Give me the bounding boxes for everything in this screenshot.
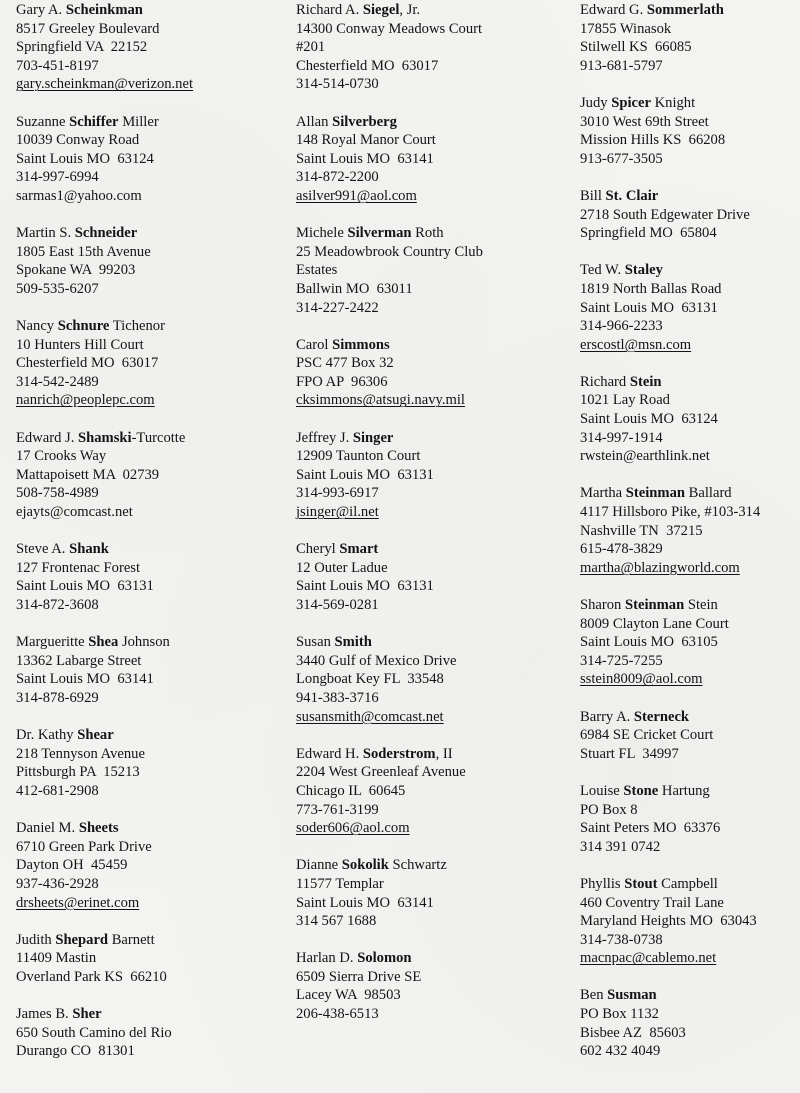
directory-entry (16, 429, 281, 522)
entry-name (580, 782, 795, 801)
directory-entry (580, 187, 795, 243)
entry-detail-line: 10039 Conway Road (16, 132, 140, 149)
entry-detail-line: Dayton OH 45459 (16, 857, 128, 874)
name-first: Edward G. (580, 2, 647, 18)
entry-detail-line: 11577 Templar (296, 875, 384, 892)
directory-entry (16, 931, 281, 987)
entry-detail-line: Saint Louis MO 63131 (580, 299, 718, 316)
entry-detail-line: Saint Peters MO 63376 (580, 820, 721, 837)
name-first: Harlan D. (296, 950, 358, 967)
entry-detail-line: 14300 Conway Meadows Court (296, 20, 483, 37)
name-suffix: -Turcotte (131, 429, 186, 446)
entry-detail-line: 8009 Clayton Lane Court (580, 615, 729, 632)
entry-name (16, 429, 281, 448)
entry-detail-line: Saint Louis MO 63131 (296, 578, 434, 595)
entry-detail-line: 913-677-3505 (580, 150, 663, 167)
entry-detail-line: 937-436-2928 (16, 875, 99, 892)
name-first: Susan (296, 634, 335, 651)
entry-detail-line: 6509 Sierra Drive SE (296, 968, 422, 985)
name-suffix: Barnett (108, 931, 155, 948)
entry-detail-line: Nashville TN 37215 (580, 522, 703, 539)
name-first: Ben (580, 987, 608, 1004)
entry-detail-line: Saint Louis MO 63105 (580, 634, 718, 651)
entry-detail-line: Overland Park KS 66210 (16, 968, 167, 985)
entry-detail-line: PSC 477 Box 32 (296, 355, 394, 372)
directory-entry (16, 726, 281, 800)
directory-entry (296, 1, 566, 94)
directory-entry (296, 113, 566, 206)
name-first: Dr. Kathy (16, 727, 78, 744)
name-suffix: Stein (684, 597, 718, 613)
entry-detail-line: 25 Meadowbrook Country Club (296, 243, 483, 260)
name-last: Spicer (611, 94, 651, 111)
entry-email-link[interactable]: cksimmons@atsugi.navy.mil (296, 392, 465, 409)
entry-detail-line: PO Box 1132 (580, 1006, 659, 1023)
entry-detail-line: 314 391 0742 (580, 838, 661, 855)
entry-email-link[interactable]: gary.scheinkman@verizon.net (16, 76, 194, 93)
name-last: Shank (69, 541, 109, 558)
entry-detail-line: 314-966-2233 (580, 318, 663, 335)
name-first: Edward H. (296, 745, 363, 762)
entry-detail-line: 1819 North Ballas Road (580, 280, 722, 297)
entry-detail-line: 412-681-2908 (16, 782, 99, 799)
name-first: Richard (580, 373, 630, 390)
entry-detail-line: 1021 Lay Road (580, 392, 670, 409)
entry-name (580, 875, 795, 894)
entry-detail-line: Chesterfield MO 63017 (296, 57, 439, 74)
entry-detail-line: 3010 West 69th Street (580, 113, 709, 130)
directory-entry (580, 986, 795, 1060)
name-last: Stein (629, 373, 662, 390)
name-last: Staley (624, 262, 663, 279)
entry-name (16, 1, 281, 20)
entry-name (580, 94, 795, 113)
entry-detail-line: 508-758-4989 (16, 485, 99, 502)
directory-column-3 (580, 1, 795, 1079)
entry-detail-line: Stuart FL 34997 (580, 745, 679, 762)
entry-detail-line: 314-997-1914 (580, 429, 663, 446)
name-first: Sharon (580, 597, 625, 613)
name-suffix: Roth (411, 225, 444, 242)
name-last: Simmons (332, 336, 390, 353)
entry-detail-line: 615-478-3829 (580, 541, 663, 558)
directory-entry (296, 224, 566, 317)
entry-detail-line: Mission Hills KS 66208 (580, 132, 726, 149)
name-suffix: Tichenor (109, 318, 165, 335)
name-last: Stone (623, 782, 659, 799)
entry-detail-line: 314-738-0738 (580, 931, 663, 948)
entry-detail-line: 913-681-5797 (580, 57, 663, 74)
entry-email-link[interactable]: drsheets@erinet.com (16, 894, 140, 911)
entry-detail-line: 650 South Camino del Rio (16, 1024, 172, 1041)
directory-entry (580, 875, 795, 968)
name-last: Smart (339, 541, 379, 558)
entry-name (580, 373, 795, 392)
entry-detail-line: 2204 West Greenleaf Avenue (296, 764, 466, 781)
name-last: Silverberg (332, 113, 397, 130)
entry-detail-line: Bisbee AZ 85603 (580, 1024, 686, 1041)
entry-detail-line: 10 Hunters Hill Court (16, 336, 144, 353)
directory-entry (580, 708, 795, 764)
name-first: Phyllis (580, 875, 625, 892)
entry-name (296, 540, 566, 559)
entry-detail-line: 509-535-6207 (16, 280, 99, 297)
name-first: Bill (580, 187, 606, 204)
entry-detail-line: Saint Louis MO 63124 (580, 411, 718, 428)
entry-detail-line: 314-993-6917 (296, 485, 379, 502)
name-first: James B. (16, 1006, 73, 1023)
entry-detail-line: Stilwell KS 66085 (580, 39, 692, 56)
entry-detail-line: Chicago IL 60645 (296, 782, 406, 799)
entry-detail-line: Springfield VA 22152 (16, 39, 148, 56)
entry-detail-line: Saint Louis MO 63141 (296, 894, 434, 911)
entry-name (16, 819, 281, 838)
entry-detail-line: 4117 Hillsboro Pike, #103-314 (580, 504, 761, 521)
directory-entry (16, 317, 281, 410)
name-last: Shamski (78, 429, 132, 446)
entry-detail-line: 602 432 4049 (580, 1043, 661, 1060)
entry-detail-line: 17 Crooks Way (16, 448, 107, 465)
directory-entry (16, 113, 281, 206)
name-suffix: Knight (650, 94, 696, 111)
entry-email-link[interactable]: asilver991@aol.com (296, 187, 417, 204)
entry-detail-line: Ballwin MO 63011 (296, 280, 413, 297)
entry-detail-line: 12909 Taunton Court (296, 448, 421, 465)
name-suffix: Campbell (657, 875, 718, 892)
entry-detail-line: Lacey WA 98503 (296, 987, 401, 1004)
entry-detail-line: 314-542-2489 (16, 373, 99, 390)
name-first: Michele (296, 225, 348, 242)
directory-entry (16, 819, 281, 912)
name-last: Stout (624, 875, 658, 892)
name-last: Schnure (57, 318, 110, 335)
entry-detail-line: 703-451-8197 (16, 57, 99, 74)
name-first: Judy (580, 94, 612, 111)
entry-email-link[interactable]: soder606@aol.com (296, 820, 410, 837)
name-last: Steinman (625, 597, 685, 613)
entry-email-link[interactable]: rwstein@earthlink.net (580, 448, 710, 465)
entry-detail-line: 206-438-6513 (296, 1006, 379, 1023)
entry-name (16, 1005, 281, 1024)
entry-name (16, 540, 281, 559)
name-last: Siegel (362, 2, 400, 18)
name-suffix: , Jr. (399, 2, 421, 18)
entry-detail-line: 314-725-7255 (580, 652, 663, 669)
entry-detail-line: Durango CO 81301 (16, 1043, 135, 1060)
name-last: St. Clair (605, 187, 659, 204)
entry-name (580, 986, 795, 1005)
entry-detail-line: 6984 SE Cricket Court (580, 727, 714, 744)
name-suffix: Miller (118, 113, 159, 130)
name-first: Martha (580, 485, 626, 502)
directory-column-1 (16, 1, 281, 1079)
directory-entry (296, 745, 566, 838)
entry-detail-line: 17855 Winasok (580, 20, 672, 37)
entry-detail-line: 6710 Green Park Drive (16, 838, 152, 855)
directory-entry (296, 633, 566, 726)
name-first: Judith (16, 931, 56, 948)
entry-detail-line: 13362 Labarge Street (16, 652, 142, 669)
directory-entry (16, 224, 281, 298)
name-last: Shea (88, 634, 119, 651)
entry-email-link[interactable]: martha@blazingworld.com (580, 559, 740, 576)
entry-detail-line: 314 567 1688 (296, 913, 377, 930)
name-last: Susman (607, 987, 657, 1004)
entry-name (580, 187, 795, 206)
entry-name (580, 708, 795, 727)
name-first: Jeffrey J. (296, 429, 353, 446)
name-first: Suzanne (16, 113, 70, 130)
directory-entry (580, 261, 795, 354)
name-last: Sher (72, 1006, 102, 1023)
name-suffix: Johnson (118, 634, 170, 651)
name-last: Soderstrom (362, 745, 436, 762)
directory-entry (580, 484, 795, 577)
name-first: Barry A. (580, 708, 634, 725)
directory-entry (580, 782, 795, 856)
entry-detail-line: 148 Royal Manor Court (296, 132, 436, 149)
entry-detail-line: Springfield MO 65804 (580, 225, 717, 242)
name-first: Allan (296, 113, 333, 130)
entry-detail-line: Saint Louis MO 63141 (296, 150, 434, 167)
entry-email-link[interactable]: sstein8009@aol.com (580, 671, 703, 688)
entry-detail-line: 127 Frontenac Forest (16, 559, 141, 576)
directory-column-2 (296, 1, 566, 1042)
directory-entry (296, 336, 566, 410)
entry-name (16, 224, 281, 243)
entry-detail-line: #201 (296, 39, 326, 56)
name-first: Carol (296, 336, 333, 353)
entry-detail-line: Saint Louis MO 63141 (16, 671, 154, 688)
entry-name (580, 596, 795, 615)
directory-entry (296, 429, 566, 522)
name-last: Schneider (74, 225, 138, 242)
name-last: Sokolik (341, 857, 389, 874)
entry-detail-line: Pittsburgh PA 15213 (16, 764, 140, 781)
entry-detail-line: 218 Tennyson Avenue (16, 745, 145, 762)
entry-detail-line: 314-872-2200 (296, 169, 379, 186)
entry-detail-line: 1805 East 15th Avenue (16, 243, 151, 260)
name-last: Sheets (78, 820, 119, 837)
entry-detail-line: 8517 Greeley Boulevard (16, 20, 160, 37)
directory-entry (16, 540, 281, 614)
entry-name (16, 726, 281, 745)
entry-detail-line: 941-383-3716 (296, 689, 379, 706)
name-first: Nancy (16, 318, 58, 335)
directory-entry (580, 1, 795, 75)
entry-name (16, 113, 281, 132)
entry-name (296, 224, 566, 243)
name-last: Steinman (625, 485, 685, 502)
entry-detail-line: Longboat Key FL 33548 (296, 671, 444, 688)
entry-detail-line: 11409 Mastin (16, 950, 97, 967)
entry-detail-line: PO Box 8 (580, 801, 638, 818)
directory-entry (296, 856, 566, 930)
entry-detail-line: FPO AP 96306 (296, 373, 388, 390)
entry-email-link[interactable]: nanrich@peoplepc.com (16, 392, 155, 409)
entry-detail-line: 314-997-6994 (16, 169, 99, 186)
name-last: Schiffer (69, 113, 119, 130)
name-last: Scheinkman (65, 2, 143, 18)
entry-name (296, 633, 566, 652)
name-last: Smith (334, 634, 372, 651)
name-last: Silverman (347, 225, 412, 242)
entry-name (296, 856, 566, 875)
entry-name (16, 633, 281, 652)
entry-detail-line: 314-227-2422 (296, 299, 379, 316)
entry-detail-line: Maryland Heights MO 63043 (580, 913, 757, 930)
entry-detail-line: 3440 Gulf of Mexico Drive (296, 652, 457, 669)
entry-name (16, 931, 281, 950)
name-last: Solomon (357, 950, 412, 967)
name-first: Daniel M. (16, 820, 79, 837)
entry-detail-line: Estates (296, 262, 338, 279)
name-first: Edward J. (16, 429, 79, 446)
directory-entry (580, 94, 795, 168)
entry-name (296, 745, 566, 764)
name-last: Sterneck (633, 708, 690, 725)
name-suffix: Hartung (658, 782, 710, 799)
entry-email-link[interactable]: sarmas1@yahoo.com (16, 187, 142, 204)
entry-name (580, 484, 795, 503)
directory-entry (16, 633, 281, 707)
entry-name (16, 317, 281, 336)
name-first: Ted W. (580, 262, 625, 279)
name-last: Shepard (55, 931, 109, 948)
entry-email-link[interactable]: ejayts@comcast.net (16, 504, 133, 521)
name-first: Louise (580, 782, 624, 799)
name-first: Martin S. (16, 225, 75, 242)
entry-detail-line: Saint Louis MO 63131 (16, 578, 154, 595)
entry-detail-line: 773-761-3199 (296, 801, 379, 818)
entry-detail-line: 2718 South Edgewater Drive (580, 206, 750, 223)
name-first: Richard A. (296, 2, 363, 18)
entry-email-link[interactable]: macnpac@cablemo.net (580, 950, 717, 967)
entry-name (580, 261, 795, 280)
entry-detail-line: 314-878-6929 (16, 689, 99, 706)
entry-detail-line: Spokane WA 99203 (16, 262, 136, 279)
directory-entry (16, 1, 281, 94)
name-suffix: Schwartz (388, 857, 447, 874)
entry-name (296, 429, 566, 448)
entry-name (296, 113, 566, 132)
entry-detail-line: Saint Louis MO 63124 (16, 150, 154, 167)
entry-email-link[interactable]: erscostl@msn.com (580, 336, 692, 353)
directory-entry (580, 596, 795, 689)
entry-detail-line: 12 Outer Ladue (296, 559, 388, 576)
entry-name (296, 1, 566, 20)
name-first: Gary A. (16, 2, 66, 18)
entry-name (296, 949, 566, 968)
name-last: Singer (352, 429, 394, 446)
name-first: Steve A. (16, 541, 70, 558)
entry-name (296, 336, 566, 355)
entry-detail-line: Chesterfield MO 63017 (16, 355, 159, 372)
entry-detail-line: 314-514-0730 (296, 76, 379, 93)
name-first: Dianne (296, 857, 342, 874)
entry-name (580, 1, 795, 20)
directory-entry (16, 1005, 281, 1061)
name-last: Shear (77, 727, 114, 744)
entry-email-link[interactable]: susansmith@comcast.net (296, 708, 444, 725)
name-first: Cheryl (296, 541, 340, 558)
name-last: Sommerlath (646, 2, 724, 18)
entry-detail-line: 314-872-3608 (16, 597, 99, 613)
entry-detail-line: Saint Louis MO 63131 (296, 466, 434, 483)
directory-entry (580, 373, 795, 466)
entry-email-link[interactable]: jsinger@il.net (296, 504, 379, 521)
entry-detail-line: Mattapoisett MA 02739 (16, 466, 160, 483)
name-first: Margueritte (16, 634, 89, 651)
entry-detail-line: 460 Coventry Trail Lane (580, 894, 724, 911)
directory-entry (296, 540, 566, 614)
entry-detail-line: 314-569-0281 (296, 597, 379, 613)
name-suffix: Ballard (685, 485, 732, 502)
name-suffix: , II (435, 745, 453, 762)
directory-entry (296, 949, 566, 1023)
